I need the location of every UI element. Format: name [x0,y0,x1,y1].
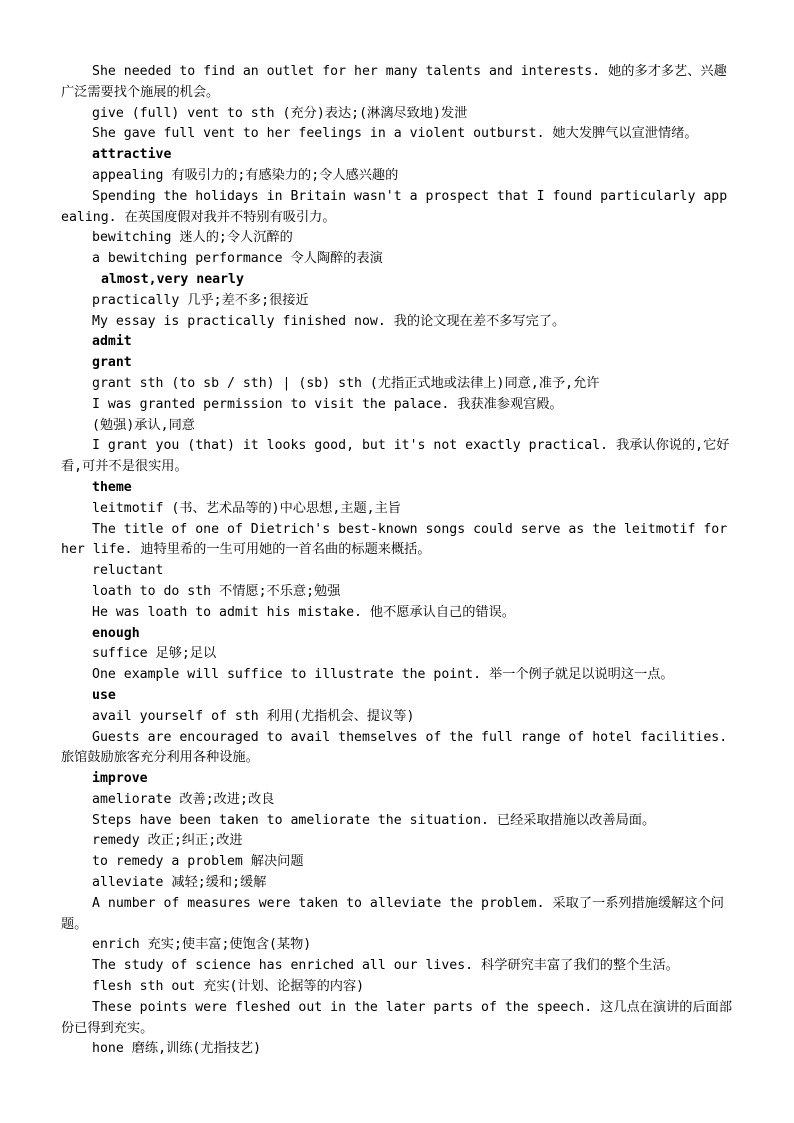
section-heading: improve [92,771,148,787]
vocabulary-entry: practically 几乎;差不多;很接近 [92,292,309,308]
example-sentence: Guests are encouraged to avail themselves of the full range of hotel facilities. 旅馆鼓励旅客充分利用各种设施。 [61,729,728,766]
vocabulary-entry: flesh sth out 充实(计划、论据等的内容) [92,979,365,995]
vocabulary-entry: appealing 有吸引力的;有感染力的;令人感兴趣的 [92,167,399,183]
example-sentence: to remedy a problem 解决问题 [92,854,304,870]
section-heading: use [92,687,116,703]
example-sentence: One example will suffice to illustrate the point. 举一个例子就足以说明这一点。 [92,667,674,683]
vocabulary-entry: bewitching 迷人的;令人沉醉的 [92,230,293,246]
example-sentence: A number of measures were taken to alleviate the problem. 采取了一系列措施缓解这个问题。 [61,895,724,932]
example-sentence: Spending the holidays in Britain wasn't a prospect that I found particularly appealing. 在英国度假对我并不特别有吸引力。 [61,188,728,225]
vocabulary-text-body [61,62,733,1060]
example-sentence: a bewitching performance 令人陶醉的表演 [92,251,383,267]
example-sentence: The title of one of Dietrich's best-known songs could serve as the leitmotif for her life. 迪特里希的一生可用她的一首名曲的标题来概括。 [61,521,728,558]
vocabulary-entry: give (full) vent to sth (充分)表达;(淋漓尽致地)发泄 [92,105,468,121]
example-sentence: She gave full vent to her feelings in a violent outburst. 她大发脾气以宣泄情绪。 [92,126,698,142]
section-heading: admit [92,334,132,350]
vocabulary-entry: leitmotif (书、艺术品等的)中心思想,主题,主旨 [92,500,401,516]
example-sentence: I was granted permission to visit the palace. 我获准参观宫殿。 [92,396,563,412]
section-heading: theme [92,479,132,495]
vocabulary-entry: grant sth (to sb / sth) | (sb) sth (尤指正式地或法律上)同意,准予,允许 [92,375,600,391]
section-heading: reluctant [92,563,164,579]
vocabulary-entry: enrich 充实;使丰富;使饱含(某物) [92,937,312,953]
section-heading: enough [92,625,140,641]
example-sentence: The study of science has enriched all our lives. 科学研究丰富了我们的整个生活。 [92,958,679,974]
vocabulary-entry: alleviate 减轻;缓和;缓解 [92,875,267,891]
section-heading: almost,very nearly [101,271,244,287]
vocabulary-entry: ameliorate 改善;改进;改良 [92,791,275,807]
example-sentence: These points were fleshed out in the later parts of the speech. 这几点在演讲的后面部份已得到充实。 [61,999,733,1036]
example-sentence: He was loath to admit his mistake. 他不愿承认自己的错误。 [92,604,515,620]
section-heading: attractive [92,147,172,163]
example-sentence: I grant you (that) it looks good, but it's not exactly practical. 我承认你说的,它好看,可并不是很实用。 [61,438,730,475]
example-sentence: My essay is practically finished now. 我的论文现在差不多写完了。 [92,313,566,329]
vocabulary-entry: suffice 足够;足以 [92,646,217,662]
vocabulary-entry: loath to do sth 不情愿;不乐意;勉强 [92,583,341,599]
example-sentence: She needed to find an outlet for her many talents and interests. 她的多才多艺、兴趣广泛需要找个施展的机会。 [61,64,727,100]
vocabulary-entry: (勉强)承认,同意 [92,417,195,433]
vocabulary-entry: remedy 改正;纠正;改进 [92,833,243,849]
vocabulary-entry: hone 磨练,训练(尤指技艺) [92,1041,262,1057]
example-sentence: Steps have been taken to ameliorate the situation. 已经采取措施以改善局面。 [92,812,656,828]
section-heading: grant [92,355,132,371]
vocabulary-entry: avail yourself of sth 利用(尤指机会、提议等) [92,708,415,724]
